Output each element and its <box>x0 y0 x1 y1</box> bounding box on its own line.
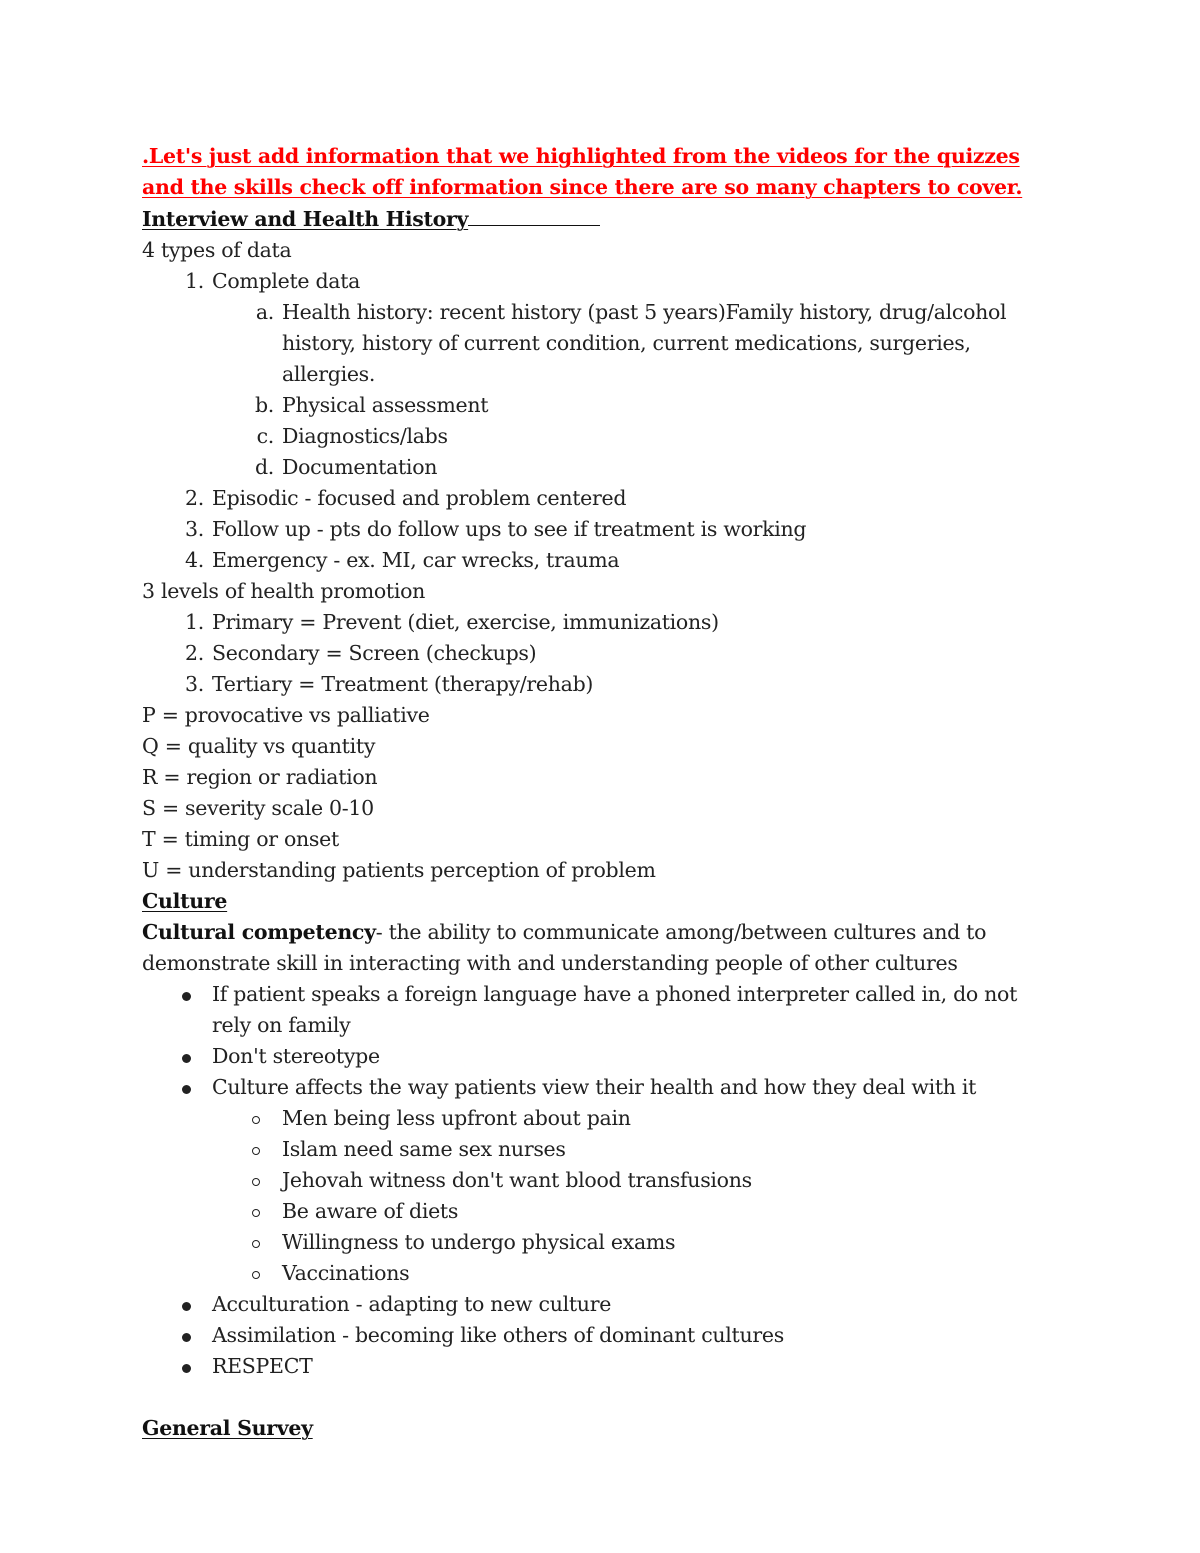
list-marker: 2. <box>185 486 204 510</box>
pqrstu-line: T = timing or onset <box>142 827 339 851</box>
list-item-text: Emergency - ex. MI, car wrecks, trauma <box>212 548 620 572</box>
blank-line <box>142 1382 1062 1413</box>
list-marker: c. <box>256 424 274 448</box>
list-item-text: Be aware of diets <box>282 1199 459 1223</box>
list-marker: a. <box>255 300 274 324</box>
hollow-bullet-icon <box>252 1147 260 1155</box>
document-page <box>142 141 1062 1444</box>
pqrstu-line: S = severity scale 0-10 <box>142 796 374 820</box>
list-item <box>142 1351 1062 1382</box>
list-item <box>142 514 1062 545</box>
bullet-icon <box>182 1054 191 1063</box>
list-marker: 4. <box>185 548 204 572</box>
list-item <box>142 452 1062 483</box>
promotion-intro: 3 levels of health promotion <box>142 579 426 603</box>
list-marker: 1. <box>185 269 204 293</box>
list-item-text: Physical assessment <box>282 393 489 417</box>
list-item-text: If patient speaks a foreign language have a phoned interpreter called in, do not rely on family <box>212 982 1018 1037</box>
list-item <box>142 1134 1062 1165</box>
list-item <box>142 1227 1062 1258</box>
list-item-text: Islam need same sex nurses <box>282 1137 566 1161</box>
list-item-text: RESPECT <box>212 1354 313 1378</box>
list-item-text: Don't stereotype <box>212 1044 380 1068</box>
list-marker: d. <box>254 455 274 479</box>
list-item-text: Men being less upfront about pain <box>282 1106 631 1130</box>
heading-underline-trail <box>468 203 600 226</box>
list-item-text: Jehovah witness don't want blood transfusions <box>282 1168 752 1192</box>
list-marker: b. <box>254 393 274 417</box>
list-item-text: Diagnostics/labs <box>282 424 448 448</box>
section-heading-culture <box>142 886 1062 917</box>
list-marker: 1. <box>185 610 204 634</box>
list-item <box>142 638 1062 669</box>
culture-heading-text: Culture <box>142 889 228 913</box>
competency-term: Cultural competency <box>142 920 376 944</box>
list-item <box>142 483 1062 514</box>
list-item <box>142 1165 1062 1196</box>
section-heading-general-survey <box>142 1413 1062 1444</box>
list-item <box>142 266 1062 297</box>
list-item <box>142 545 1062 576</box>
list-item-text: Willingness to undergo physical exams <box>282 1230 676 1254</box>
list-marker: 2. <box>185 641 204 665</box>
list-item <box>142 1041 1062 1072</box>
list-item-text: Tertiary = Treatment (therapy/rehab) <box>212 672 594 696</box>
general-survey-heading-text: General Survey <box>142 1416 313 1440</box>
list-item-text: Health history: recent history (past 5 years)Family history, drug/alcohol history, history of current condition, current medications, surgeries, allergies. <box>282 300 1007 386</box>
hollow-bullet-icon <box>252 1240 260 1248</box>
list-item <box>142 297 1062 390</box>
list-item-text: Culture affects the way patients view their health and how they deal with it <box>212 1075 977 1099</box>
list-item-text: Episodic - focused and problem centered <box>212 486 627 510</box>
list-item-text: Complete data <box>212 269 361 293</box>
pqrstu-line: Q = quality vs quantity <box>142 734 376 758</box>
list-item <box>142 669 1062 700</box>
list-item <box>142 390 1062 421</box>
bullet-icon <box>182 1085 191 1094</box>
bullet-icon <box>182 1333 191 1342</box>
list-item <box>142 1072 1062 1103</box>
data-types-intro: 4 types of data <box>142 238 292 262</box>
list-item <box>142 979 1062 1041</box>
list-marker: 3. <box>185 517 204 541</box>
list-marker: 3. <box>185 672 204 696</box>
bullet-icon <box>182 1364 191 1373</box>
list-item <box>142 1103 1062 1134</box>
bullet-icon <box>182 1302 191 1311</box>
list-item <box>142 1196 1062 1227</box>
highlight-note: .Let's just add information that we highlighted from the videos for the quizzes and the skills check off information since there are so many chapters to cover. <box>142 144 1023 199</box>
hollow-bullet-icon <box>252 1271 260 1279</box>
pqrstu-line: R = region or radiation <box>142 765 378 789</box>
competency-definition: - the ability to communicate among/between cultures and to demonstrate skill in interacting with and understanding people of other cultures <box>142 920 987 975</box>
list-item-text: Documentation <box>282 455 438 479</box>
list-item-text: Follow up - pts do follow ups to see if treatment is working <box>212 517 807 541</box>
list-item-text: Secondary = Screen (checkups) <box>212 641 537 665</box>
pqrstu-line: U = understanding patients perception of problem <box>142 858 656 882</box>
hollow-bullet-icon <box>252 1116 260 1124</box>
list-item <box>142 1320 1062 1351</box>
interview-heading-text: Interview and Health History <box>142 207 469 231</box>
pqrstu-line: P = provocative vs palliative <box>142 703 430 727</box>
bullet-icon <box>182 992 191 1001</box>
list-item <box>142 607 1062 638</box>
hollow-bullet-icon <box>252 1209 260 1217</box>
section-heading-interview <box>142 203 1062 235</box>
cultural-competency-definition <box>142 917 1062 979</box>
hollow-bullet-icon <box>252 1178 260 1186</box>
list-item <box>142 1289 1062 1320</box>
list-item <box>142 1258 1062 1289</box>
list-item <box>142 421 1062 452</box>
list-item-text: Acculturation - adapting to new culture <box>212 1292 612 1316</box>
list-item-text: Primary = Prevent (diet, exercise, immunizations) <box>212 610 719 634</box>
list-item-text: Assimilation - becoming like others of dominant cultures <box>212 1323 784 1347</box>
list-item-text: Vaccinations <box>282 1261 410 1285</box>
